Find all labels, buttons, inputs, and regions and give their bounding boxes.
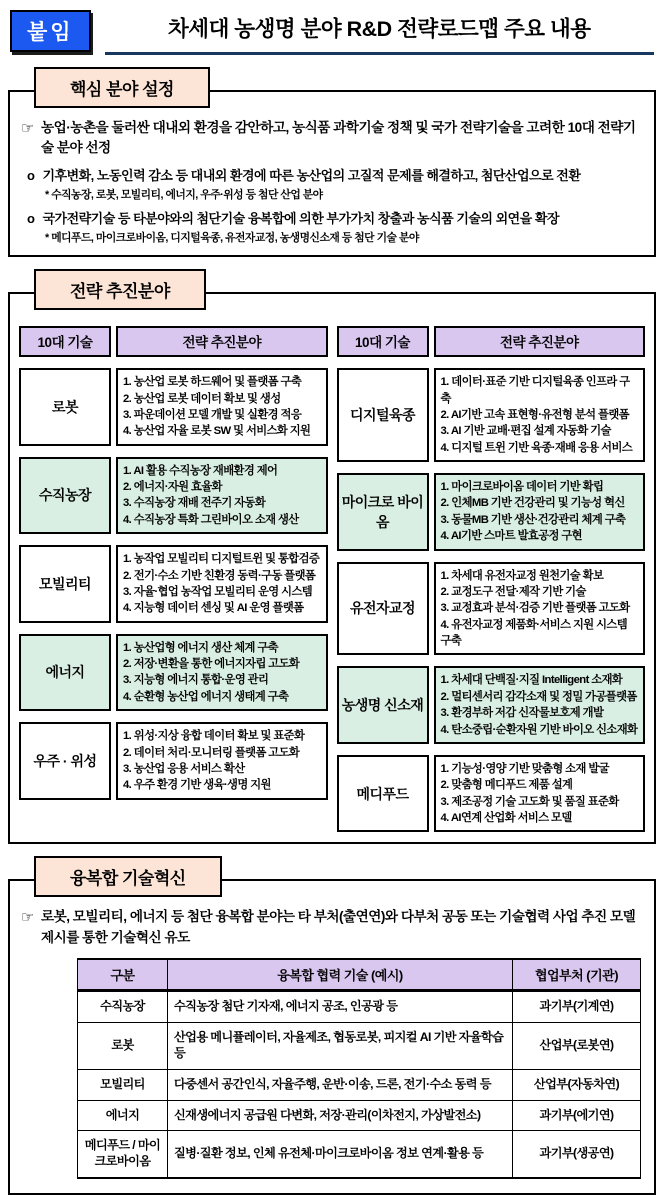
strategy-item: 2. 저장·변환을 통한 에너지자립 고도화 xyxy=(123,658,300,671)
partner-cell: 과기부(생공연) xyxy=(513,1131,641,1178)
strategy-item: 4. 우주 환경 기반 생육·생명 지원 xyxy=(123,779,271,792)
partner-cell: 과기부(기계연) xyxy=(513,991,641,1023)
strategy-item-list xyxy=(116,634,328,712)
section-convergence-box xyxy=(8,879,656,1195)
technology-cell: 신재생에너지 공급원 다변화, 저장·관리(이차전지, 가상발전소) xyxy=(168,1100,513,1131)
category-cell: 에너지 xyxy=(78,1100,168,1131)
technology-cell: 수직농장 첨단 기자재, 에너지 공조, 인공광 등 xyxy=(168,991,513,1023)
section-convergence xyxy=(8,856,656,1195)
table-header-row xyxy=(78,959,641,991)
strategy-item-list xyxy=(434,368,646,462)
technology-name: 마이크로 바이옴 xyxy=(337,473,429,551)
strategy-row xyxy=(337,666,646,744)
strategy-row xyxy=(337,755,646,833)
bullet-text: 국가전략기술 등 타분야와의 첨단기술 융복합에 의한 부가가치 창출과 농식품 기술의 외연을 확장 xyxy=(42,210,560,226)
technology-name: 유전자교정 xyxy=(337,562,429,656)
core-footnote: * 메디푸드, 마이크로바이옴, 디지털육종, 유전자교정, 농생명신소재 등 첨단 기술 분야 xyxy=(45,232,419,245)
technology-cell: 산업용 메니퓰레이터, 자율제조, 협동로봇, 피지컬 AI 기반 자율학습 등 xyxy=(168,1023,513,1070)
strategy-rows-left xyxy=(19,368,328,800)
strategy-item: 1. 기능성·영양 기반 맞춤형 소재 발굴 xyxy=(440,762,609,775)
strategy-header-row xyxy=(337,326,646,357)
strategy-item-list xyxy=(116,368,328,446)
strategy-item-list xyxy=(434,562,646,656)
strategy-item: 3. 파운데이션 모델 개발 및 실환경 적응 xyxy=(123,408,302,421)
pointing-hand-icon: ☞ xyxy=(21,120,34,137)
strategy-item-list xyxy=(116,722,328,800)
strategy-item-list xyxy=(434,666,646,744)
bullet-marker: o xyxy=(27,167,35,183)
strategy-row xyxy=(19,368,328,446)
strategy-row xyxy=(19,457,328,535)
strategy-item: 2. AI기반 고속 표현형·유전형 분석 플랫폼 xyxy=(440,408,629,421)
strategy-item: 3. 지능형 에너지 통합·운영 관리 xyxy=(123,674,269,687)
core-bullet xyxy=(27,167,645,185)
strategy-row xyxy=(337,473,646,551)
section-core-box xyxy=(8,90,656,257)
technology-name: 농생명 신소재 xyxy=(337,666,429,744)
strategy-item: 1. 농산업 로봇 하드웨어 및 플랫폼 구축 xyxy=(123,376,302,389)
category-cell: 수직농장 xyxy=(78,991,168,1023)
table-row xyxy=(78,1100,641,1131)
convergence-lead-text: 로봇, 모빌리티, 에너지 등 첨단 융복합 분야는 타 부처(출연연)와 다부처 공동 또는 기술협력 사업 추진 모델 제시를 통한 기술혁신 유도 xyxy=(40,909,636,945)
strategy-item: 4. 탄소중립·순환자원 기반 바이오 신소재화 xyxy=(440,723,638,736)
strategy-item: 3. 동물MB 기반 생산·건강관리 체계 구축 xyxy=(440,513,626,526)
strategy-item: 3. AI 기반 교배·편집 설계 자동화 기술 xyxy=(440,425,611,438)
section-title-strategy: 전략 추진분야 xyxy=(34,269,206,310)
strategy-item: 4. 유전자교정 제품화·서비스 지원 시스템 구축 xyxy=(440,618,628,648)
strategy-item: 4. 디지털 트윈 기반 육종·재배 응용 서비스 xyxy=(440,441,633,454)
pointing-hand-icon: ☞ xyxy=(21,909,34,927)
strategy-header-row xyxy=(19,326,328,357)
column-header-field: 전략 추진분야 xyxy=(434,326,646,357)
strategy-item: 3. 환경부하 저감 신작물보호제 개발 xyxy=(440,707,604,720)
strategy-row xyxy=(19,634,328,712)
strategy-item-list xyxy=(434,473,646,551)
strategy-item: 3. 자율·협업 농작업 모빌리티 운영 시스템 xyxy=(123,585,313,598)
section-strategy-fields xyxy=(8,269,656,844)
strategy-item: 3. 농산업 응용 서비스 확산 xyxy=(123,762,245,775)
strategy-item: 4. AI연계 산업화 서비스 모델 xyxy=(440,812,572,825)
strategy-row xyxy=(19,722,328,800)
document-header xyxy=(0,8,664,55)
technology-name: 메디푸드 xyxy=(337,755,429,833)
category-cell: 모빌리티 xyxy=(78,1069,168,1100)
strategy-column-left xyxy=(19,326,328,832)
strategy-item: 1. 차세대 단백질·지질 Intelligent 소재화 xyxy=(440,674,623,687)
strategy-item: 4. 수직농장 특화 그린바이오 소재 생산 xyxy=(123,513,299,526)
core-lead xyxy=(19,118,645,159)
attachment-badge: 붙임 xyxy=(10,10,91,52)
strategy-item: 4. 지능형 데이터 센싱 및 AI 운영 플랫폼 xyxy=(123,602,304,615)
section-title-convergence: 융복합 기술혁신 xyxy=(34,856,222,897)
strategy-item: 1. 차세대 유전자교정 원천기술 확보 xyxy=(440,569,604,582)
strategy-item: 3. 수직농장 재배 전주기 자동화 xyxy=(123,497,266,510)
column-header-tech: 10대 기술 xyxy=(19,326,111,357)
strategy-item: 1. AI 활용 수직농장 재배환경 제어 xyxy=(123,464,278,477)
strategy-row xyxy=(337,562,646,656)
column-header: 구분 xyxy=(78,959,168,991)
column-header: 융복합 협력 기술 (예시) xyxy=(168,959,513,991)
strategy-item: 1. 데이터·표준 기반 디지털육종 인프라 구축 xyxy=(440,376,630,405)
bullet-marker: o xyxy=(27,210,35,226)
bullet-text: 기후변화, 노동인력 감소 등 대내외 환경에 따른 농산업의 고질적 문제를 해결하고, 첨단산업으로 전환 xyxy=(42,167,581,183)
strategy-item: 2. 데이터 처리·모니터링 플랫폼 고도화 xyxy=(123,746,300,759)
partner-cell: 과기부(에기연) xyxy=(513,1100,641,1131)
strategy-item: 1. 위성·지상 융합 데이터 확보 및 표준화 xyxy=(123,730,305,743)
strategy-item: 2. 인체MB 기반 건강관리 및 기능성 혁신 xyxy=(440,497,625,510)
technology-name: 우주 · 위성 xyxy=(19,722,111,800)
strategy-item: 1. 농작업 모빌리티 디지털트윈 및 통합검증 xyxy=(123,553,320,566)
partner-cell: 산업부(로봇연) xyxy=(513,1023,641,1070)
strategy-item: 2. 멀티센서리 감각소재 및 정밀 가공플랫폼 xyxy=(440,690,637,703)
strategy-item: 4. 농산업 자율 로봇 SW 및 서비스화 지원 xyxy=(123,425,311,438)
strategy-rows-right xyxy=(337,368,646,832)
strategy-item: 2. 교정도구 전달·제작 기반 기술 xyxy=(440,585,586,598)
convergence-table xyxy=(77,958,641,1179)
category-cell: 로봇 xyxy=(78,1023,168,1070)
strategy-item: 2. 전기·수소 기반 친환경 동력·구동 플랫폼 xyxy=(123,569,316,582)
technology-cell: 다중센서 공간인식, 자율주행, 운반·이송, 드론, 전기·수소 동력 등 xyxy=(168,1069,513,1100)
strategy-item: 2. 농산업 로봇 데이터 확보 및 생성 xyxy=(123,392,281,405)
section-core-fields xyxy=(8,67,656,257)
section-title-core: 핵심 분야 설정 xyxy=(34,67,210,108)
table-row xyxy=(78,1131,641,1178)
strategy-item: 2. 에너지·자원 효율화 xyxy=(123,481,222,494)
table-row xyxy=(78,991,641,1023)
core-footnote: * 수직농장, 로봇, 모빌리티, 에너지, 우주·위성 등 첨단 산업 분야 xyxy=(45,188,323,201)
core-bullet xyxy=(27,210,645,228)
technology-name: 모빌리티 xyxy=(19,545,111,623)
page-title: 차세대 농생명 분야 R&D 전략로드맵 주요 내용 xyxy=(105,10,654,55)
technology-name: 로봇 xyxy=(19,368,111,446)
strategy-item-list xyxy=(116,457,328,535)
technology-name: 디지털육종 xyxy=(337,368,429,462)
strategy-item-list xyxy=(434,755,646,833)
strategy-item: 4. 순환형 농산업 에너지 생태계 구축 xyxy=(123,690,289,703)
strategy-row xyxy=(337,368,646,462)
table-row xyxy=(78,1069,641,1100)
convergence-lead xyxy=(19,907,645,948)
strategy-item: 3. 교정효과 분석·검증 기반 플랫폼 고도화 xyxy=(440,602,630,615)
column-header-field: 전략 추진분야 xyxy=(116,326,328,357)
strategy-column-right xyxy=(337,326,646,832)
strategy-table xyxy=(19,326,645,832)
table-row xyxy=(78,1023,641,1070)
strategy-item: 4. AI기반 스마트 발효공정 구현 xyxy=(440,530,582,543)
strategy-row xyxy=(19,545,328,623)
technology-name: 에너지 xyxy=(19,634,111,712)
column-header-tech: 10대 기술 xyxy=(337,326,429,357)
section-strategy-box xyxy=(8,292,656,844)
partner-cell: 산업부(자동차연) xyxy=(513,1069,641,1100)
strategy-item: 1. 농산업형 에너지 생산 체계 구축 xyxy=(123,641,278,654)
strategy-item: 2. 맞춤형 메디푸드 제품 설계 xyxy=(440,779,573,792)
strategy-item: 1. 마이크로바이옴 데이터 기반 확립 xyxy=(440,481,604,494)
core-lead-text: 농업·농촌을 둘러싼 대내외 환경을 감안하고, 농식품 과학기술 정책 및 국가 전략기술을 고려한 10대 전략기술 분야 선정 xyxy=(40,120,636,156)
technology-cell: 질병·질환 정보, 인체 유전체·마이크로바이옴 정보 연계·활용 등 xyxy=(168,1131,513,1178)
strategy-item: 3. 제조공정 기술 고도화 및 품질 표준화 xyxy=(440,795,619,808)
strategy-item-list xyxy=(116,545,328,623)
technology-name: 수직농장 xyxy=(19,457,111,535)
category-cell: 메디푸드 / 마이크로바이옴 xyxy=(78,1131,168,1178)
column-header: 협업부처 (기관) xyxy=(513,959,641,991)
